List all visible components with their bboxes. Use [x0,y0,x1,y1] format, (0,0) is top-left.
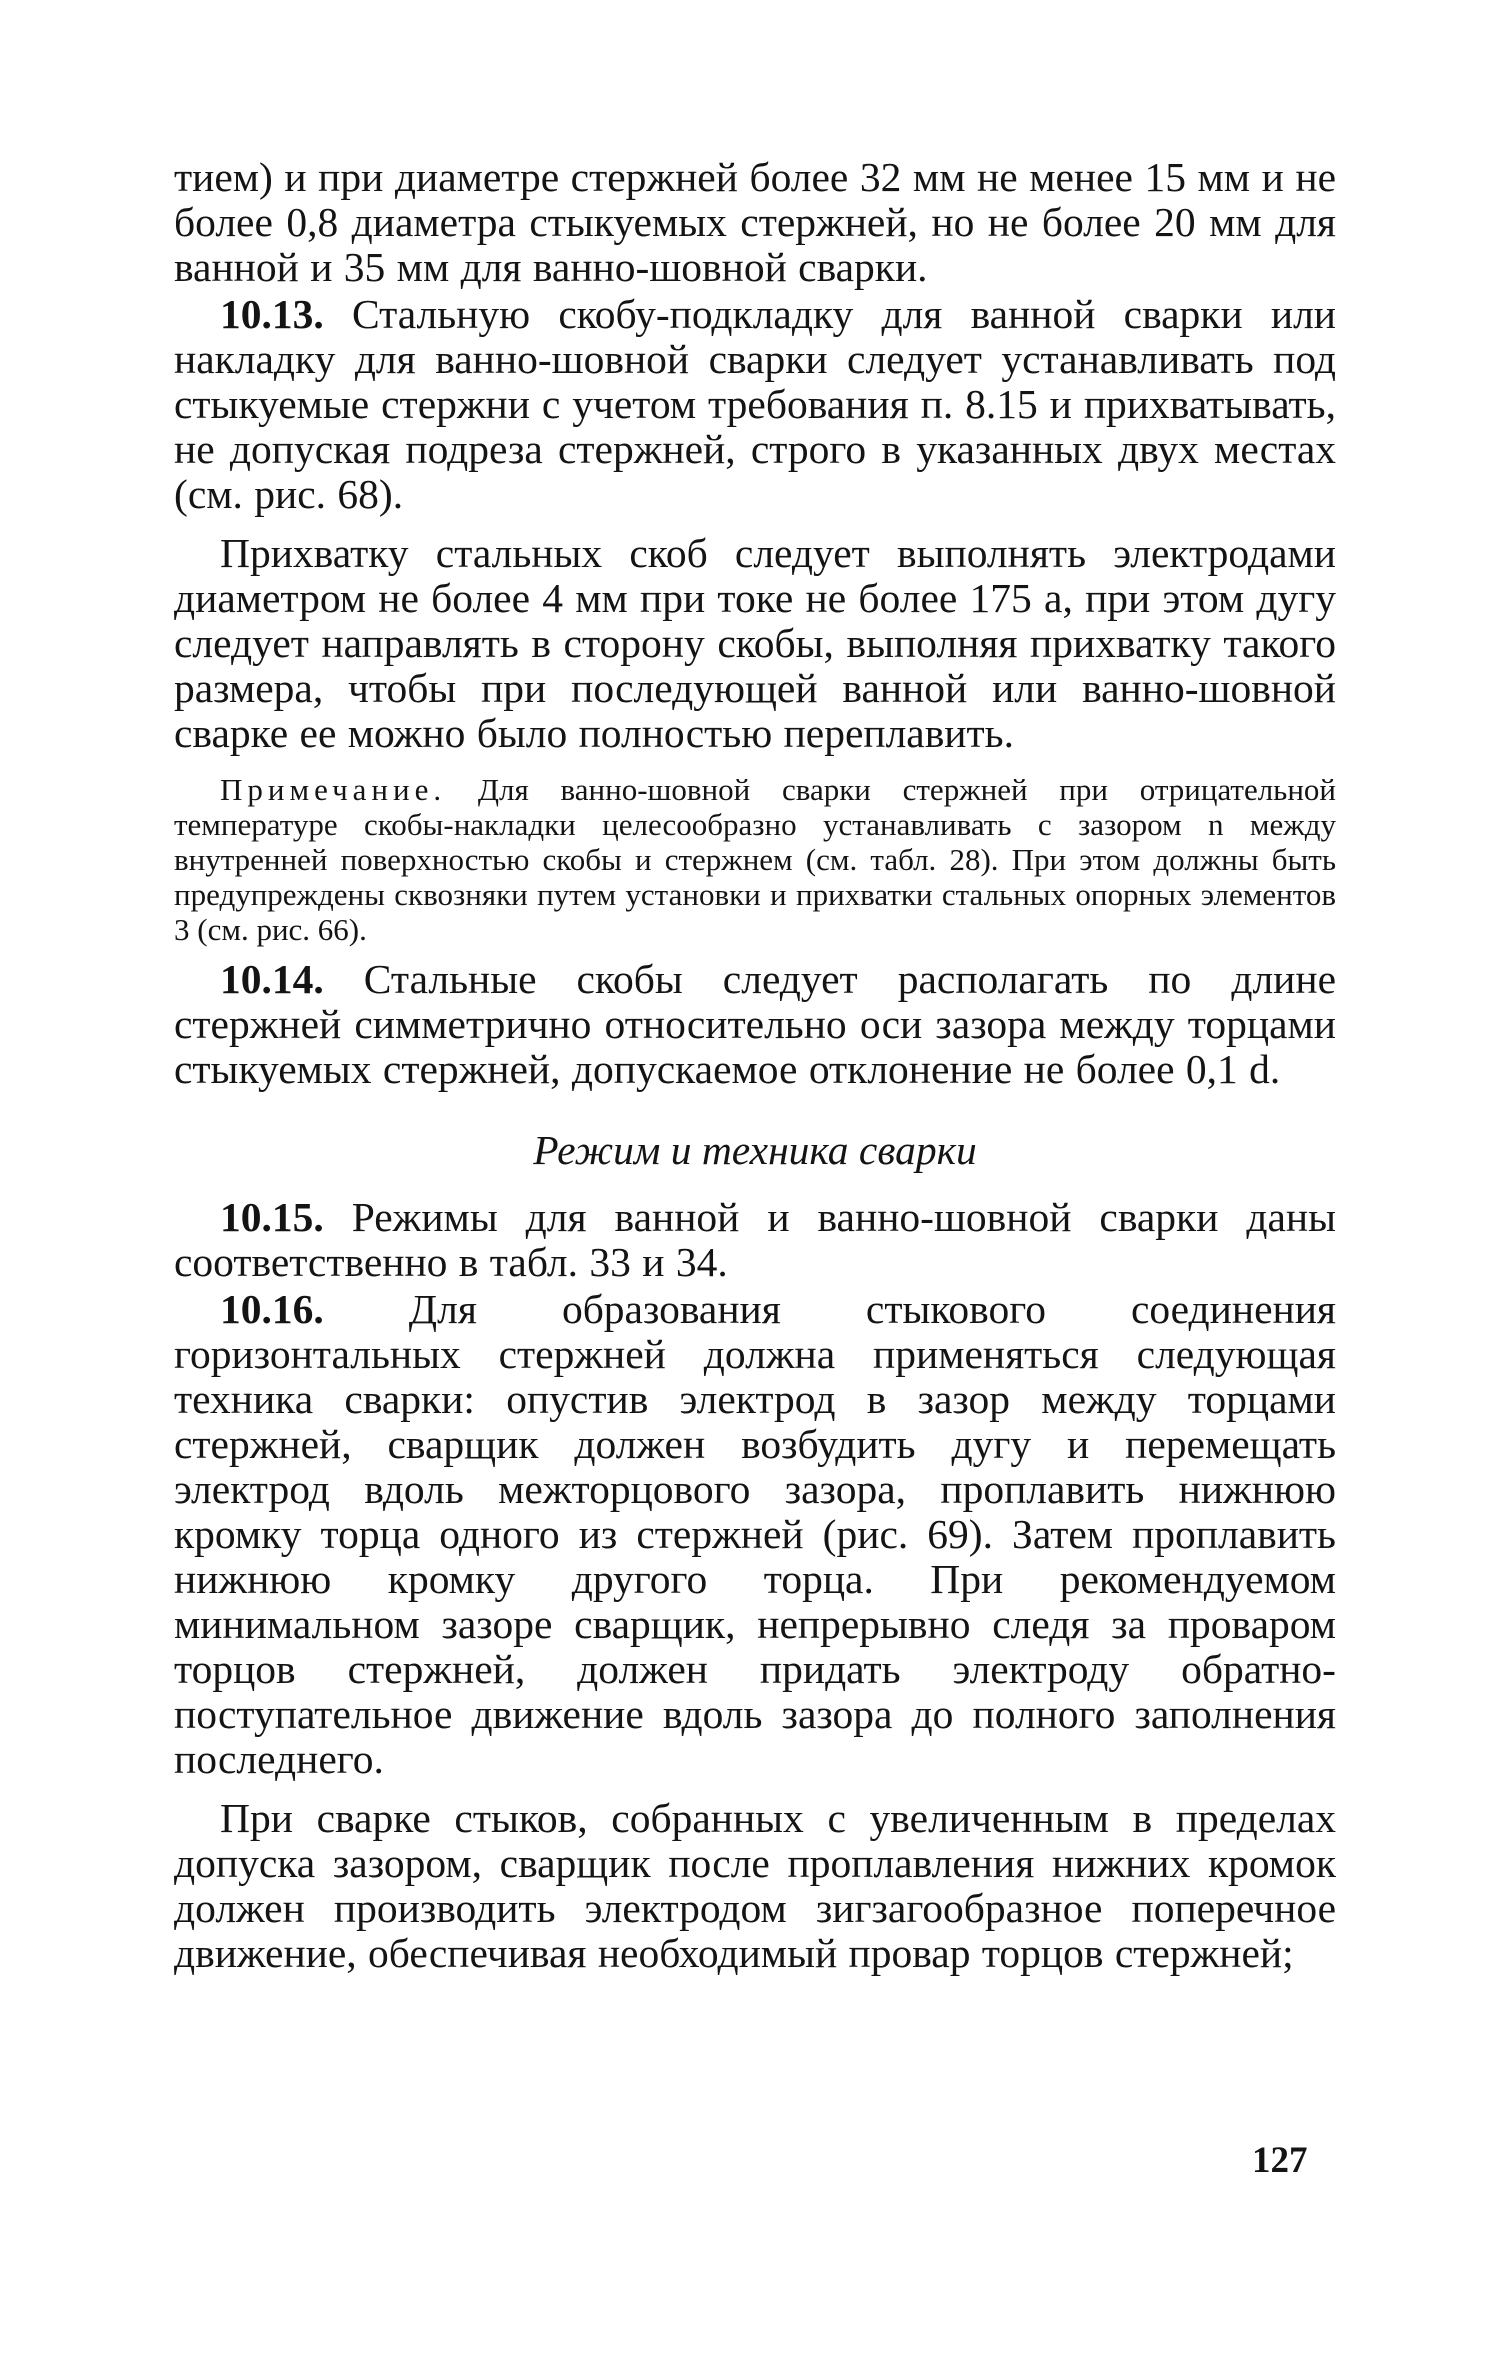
paragraph-10-16 [174,1287,1336,1782]
note-label: Примечание. [220,772,447,807]
clause-text-10-13: Стальную скобу-подкладку для ванной сварки или накладку для ванно-шовной сварки следует устанавливать под стыкуемые стержни с учетом требования п. 8.15 и прихватывать, не допуская подреза стержней, строго в указанных двух местах (см. рис. 68). [174,291,1336,517]
clause-number-10-13: 10.13. [220,291,324,337]
paragraph-10-14 [174,957,1336,1092]
paragraph-increased-gap: При сварке стыков, собранных с увеличенным в пределах допуска зазором, сварщик после проплавления нижних кромок должен производить электродом зигзагообразное поперечное движение, обеспечивая необходимый провар торцов стержней; [174,1795,1336,1976]
page-body [174,155,1336,1976]
section-subheading: Режим и техника сварки [533,1127,977,1173]
clause-number-10-15: 10.15. [220,1194,324,1240]
clause-number-10-14: 10.14. [220,956,324,1002]
paragraph-continuation: тием) и при диаметре стержней более 32 мм не менее 15 мм и не более 0,8 диаметра стыкуемых стержней, но не более 20 мм для ванной и 35 мм для ванно-шовной сварки. [174,154,1336,290]
page-number: 127 [1252,2140,1308,2181]
clause-text-10-15: Режимы для ванной и ванно-шовной сварки даны соответственно в табл. 33 и 34. [174,1194,1336,1285]
paragraph-10-13 [174,292,1336,517]
clause-number-10-16: 10.16. [220,1286,324,1332]
note-block [174,772,1336,947]
clause-text-10-16: Для образования стыкового соединения горизонтальных стержней должна применяться следующая техника сварки: опустив электрод в зазор между торцами стержней, сварщик должен возбудить дугу и перемещать электрод вдоль межторцового зазора, проплавить нижнюю кромку торца одного из стержней (рис. 69). Затем проплавить нижнюю кромку другого торца. При рекомендуемом минимальном зазоре сварщик, непрерывно следя за проваром торцов стержней, должен придать электроду обратно-поступательное движение вдоль зазора до полного заполнения последнего. [174,1286,1336,1782]
clause-text-10-14: Стальные скобы следует располагать по длине стержней симметрично относительно оси зазора между торцами стыкуемых стержней, допускаемое отклонение не более 0,1 d. [174,956,1336,1092]
paragraph-tack-welding: Прихватку стальных скоб следует выполнять электродами диаметром не более 4 мм при токе не более 175 а, при этом дугу следует направлять в сторону скобы, выполняя прихватку такого размера, чтобы при последующей ванной или ванно-шовной сварке ее можно было полностью переплавить. [174,530,1336,756]
note-text: Для ванно-шовной сварки стержней при отрицательной температуре скобы-накладки целесообразно устанавливать с зазором n между внутренней поверхностью скобы и стержнем (см. табл. 28). При этом должны быть предупреждены сквозняки путем установки и прихватки стальных опорных элементов 3 (см. рис. 66). [174,772,1336,947]
paragraph-10-15 [174,1195,1336,1285]
